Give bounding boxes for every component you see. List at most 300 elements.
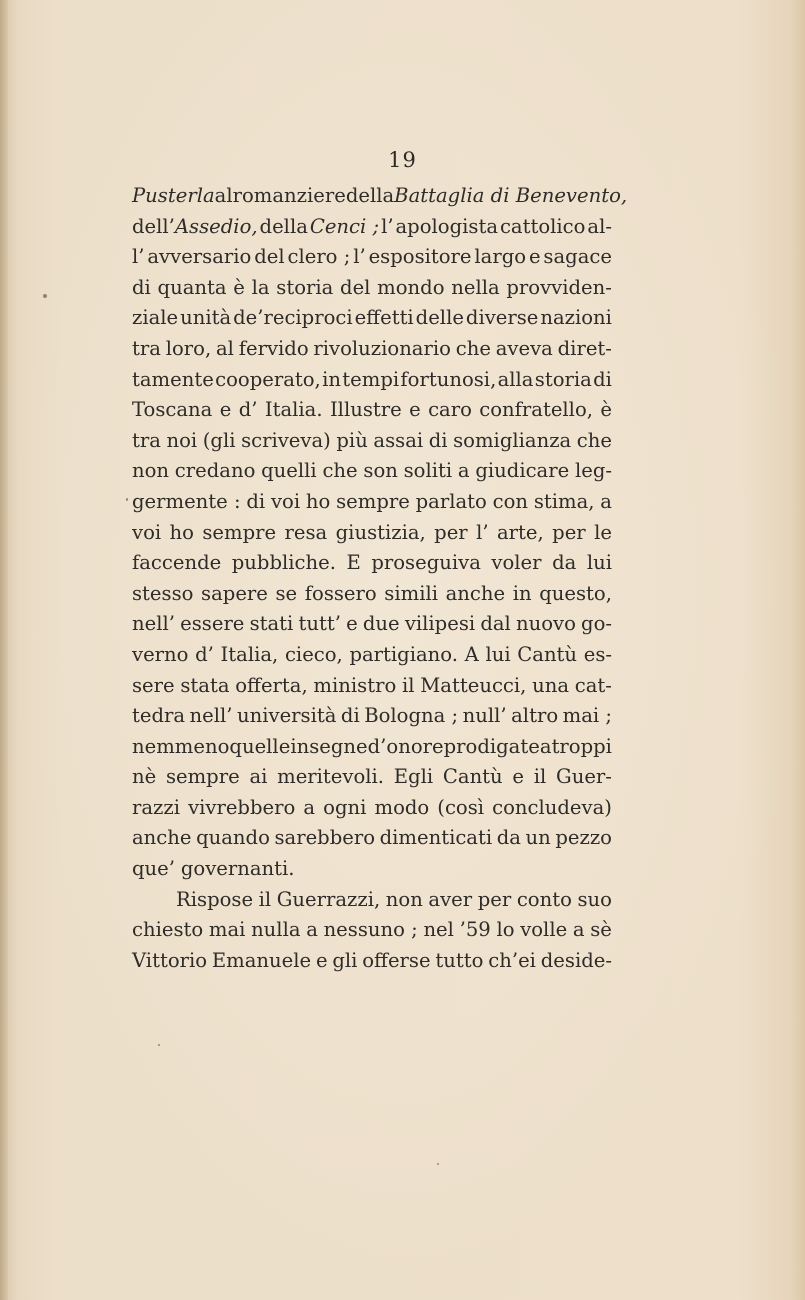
word-text: d’ — [238, 398, 258, 422]
word — [250, 609, 294, 640]
word-text: nell’ — [132, 612, 175, 636]
word-text: clero ; — [287, 245, 351, 269]
word-text: in — [512, 581, 532, 605]
word — [336, 518, 426, 549]
word — [132, 395, 212, 426]
word-text: alla — [497, 367, 534, 391]
word-text: sagace — [543, 245, 612, 269]
page-binding-edge — [0, 0, 8, 1300]
word-text: più — [336, 428, 368, 452]
word-text: diverse — [465, 306, 539, 330]
word-text: voi — [132, 520, 162, 544]
word — [233, 273, 245, 304]
word — [400, 365, 496, 396]
word — [229, 732, 290, 763]
word — [478, 885, 512, 916]
word — [132, 579, 193, 610]
word-text: Rispose — [176, 887, 254, 911]
word-text: sempre — [165, 765, 240, 789]
text-line — [132, 823, 612, 854]
word — [479, 395, 593, 426]
word-text: è — [600, 398, 612, 422]
word — [330, 395, 402, 426]
word-text: per — [477, 887, 512, 911]
word-text: loro, — [165, 336, 212, 360]
word — [181, 854, 295, 885]
word-text: cat- — [574, 673, 612, 697]
word — [416, 487, 487, 518]
word — [316, 946, 328, 977]
word — [443, 762, 503, 793]
word-text: ai — [249, 765, 268, 789]
paper-speck — [437, 1163, 439, 1165]
word — [306, 915, 318, 946]
word-text: gli — [332, 948, 358, 972]
word — [324, 915, 418, 946]
word-text: sere — [132, 673, 175, 697]
word — [322, 365, 341, 396]
word — [346, 609, 358, 640]
word-text: proseguiva — [371, 551, 481, 575]
word-text: confratello, — [479, 398, 593, 422]
word-text: nell’ — [189, 704, 233, 728]
word — [517, 640, 577, 671]
word — [594, 518, 612, 549]
word-text: lui — [485, 642, 511, 666]
word — [526, 823, 551, 854]
word-text: questo, — [539, 581, 612, 605]
word — [261, 456, 317, 487]
word — [313, 671, 396, 702]
word-text: nella — [451, 275, 500, 299]
word-text: assai — [373, 428, 424, 452]
word-text: Toscana — [132, 398, 213, 422]
word-text: unità — [180, 306, 232, 330]
word-text: a — [539, 734, 552, 758]
word-text: sempre — [202, 520, 277, 544]
word — [511, 701, 558, 732]
word — [555, 823, 612, 854]
word — [190, 701, 233, 732]
word-text: Emanuele — [211, 948, 312, 972]
word — [239, 334, 309, 365]
word — [552, 518, 586, 549]
word — [132, 456, 169, 487]
word — [374, 793, 429, 824]
word-text: ho — [305, 489, 331, 513]
word-text: al — [215, 336, 234, 360]
word-text: tempi — [342, 367, 400, 391]
word-text: modo — [374, 795, 430, 819]
word-text: di — [246, 489, 266, 513]
word-text: nè — [132, 765, 157, 789]
word — [180, 671, 229, 702]
word — [451, 273, 499, 304]
word-text: altro — [511, 704, 559, 728]
text-line — [132, 671, 612, 702]
word-text: tamente — [132, 367, 214, 391]
word — [386, 732, 443, 763]
word-text: l’ — [476, 520, 489, 544]
word-text: del — [340, 275, 371, 299]
word-text: tra — [132, 336, 161, 360]
word-text: chiesto — [132, 918, 204, 942]
word-text: a — [457, 459, 470, 483]
word — [556, 762, 612, 793]
word — [132, 793, 180, 824]
text-line — [132, 365, 612, 396]
word-text: storia — [276, 275, 334, 299]
word-text: ch’ei — [488, 948, 536, 972]
word — [535, 365, 592, 396]
word-text: d’ — [195, 642, 214, 666]
word — [203, 426, 236, 457]
word — [195, 640, 214, 671]
word — [180, 303, 231, 334]
word — [346, 181, 394, 212]
word-text: que’ — [132, 857, 175, 881]
word — [209, 915, 246, 946]
word-text: da — [496, 826, 521, 850]
word-text: vivrebbero — [188, 795, 296, 819]
word — [336, 426, 367, 457]
word-text: stata — [180, 673, 230, 697]
word-text: effetti — [354, 306, 414, 330]
word — [465, 640, 479, 671]
word-text: romanziere — [232, 184, 346, 207]
word-text: l’ — [353, 245, 366, 269]
word — [305, 579, 377, 610]
word — [404, 456, 453, 487]
word-text: pezzo — [555, 826, 612, 850]
word — [353, 242, 366, 273]
word — [428, 885, 472, 916]
word — [529, 242, 541, 273]
word — [381, 212, 394, 243]
word-text: diret- — [557, 336, 612, 360]
word-text: offerta, — [235, 673, 308, 697]
word-text: l’ — [381, 214, 394, 238]
word — [575, 456, 612, 487]
word-text: leg- — [574, 459, 612, 483]
word — [241, 426, 331, 457]
word — [460, 915, 491, 946]
word — [405, 609, 475, 640]
word-text: (gli — [202, 428, 236, 452]
word-text: quelli — [261, 459, 317, 483]
word — [573, 915, 585, 946]
word — [437, 793, 484, 824]
word-text: Italia, — [220, 642, 279, 666]
word — [444, 732, 540, 763]
text-line — [132, 732, 612, 763]
word — [170, 518, 194, 549]
text-line — [132, 456, 612, 487]
word — [167, 426, 198, 457]
word — [132, 334, 161, 365]
word-text: mai — [208, 918, 246, 942]
body-text — [132, 181, 628, 976]
word — [543, 242, 612, 273]
word — [377, 273, 444, 304]
word — [513, 579, 532, 610]
word-text: aver — [428, 887, 473, 911]
word-text: Matteucci, — [420, 673, 527, 697]
word — [342, 365, 399, 396]
word — [132, 946, 207, 977]
word-text: (così — [437, 795, 485, 819]
text-line — [132, 885, 612, 916]
word — [581, 609, 612, 640]
word — [176, 885, 253, 916]
word — [516, 609, 576, 640]
word-text: nuovo — [515, 612, 576, 636]
word-text: giudicare — [475, 459, 570, 483]
word-text: quanta — [157, 275, 227, 299]
word — [180, 609, 244, 640]
word-text: onore — [386, 734, 444, 758]
word — [233, 181, 346, 212]
word-text: ogni — [323, 795, 367, 819]
word-text: e — [219, 398, 232, 422]
word — [429, 426, 448, 457]
word — [252, 273, 270, 304]
word-text: che — [576, 428, 612, 452]
word — [290, 732, 367, 763]
word — [132, 365, 214, 396]
word — [584, 640, 612, 671]
word — [497, 823, 521, 854]
word — [132, 242, 145, 273]
word — [434, 518, 468, 549]
word — [446, 579, 506, 610]
word — [435, 946, 483, 977]
word — [363, 456, 397, 487]
word — [166, 334, 211, 365]
text-line — [132, 334, 612, 365]
word — [497, 518, 544, 549]
word — [132, 732, 229, 763]
word — [310, 212, 379, 243]
word — [498, 365, 534, 396]
word-text: verno — [132, 642, 189, 666]
word-text: suo — [577, 887, 612, 911]
word — [332, 946, 357, 977]
word — [517, 885, 572, 916]
paper-speck — [158, 1044, 160, 1046]
word — [463, 701, 507, 732]
word-text: al — [214, 184, 233, 207]
italic-word: Cenci ; — [309, 214, 380, 238]
word-text: concludeva) — [492, 795, 612, 819]
word-text: es- — [583, 642, 612, 666]
word-text: offerse — [362, 948, 431, 972]
word — [132, 273, 151, 304]
word — [368, 732, 387, 763]
word-text: al- — [587, 214, 612, 238]
word — [276, 273, 333, 304]
paper-speck — [43, 294, 47, 298]
word-text: se — [275, 581, 298, 605]
italic-word: Pusterla — [132, 184, 215, 207]
word — [132, 854, 175, 885]
word-text: vilipesi — [404, 612, 476, 636]
word — [132, 426, 161, 457]
word-text: a — [600, 489, 612, 513]
word-text: essere — [180, 612, 245, 636]
word-text: insegne — [290, 734, 368, 758]
word-text: troppi — [551, 734, 612, 758]
word-text: l’ — [132, 245, 145, 269]
word — [188, 793, 295, 824]
word — [216, 334, 234, 365]
word — [285, 518, 328, 549]
word-text: lo — [496, 918, 515, 942]
word — [246, 487, 265, 518]
word-text: simili — [384, 581, 438, 605]
word — [600, 395, 612, 426]
word — [132, 303, 178, 334]
word — [132, 518, 161, 549]
word — [212, 946, 311, 977]
word — [384, 579, 438, 610]
word — [380, 823, 493, 854]
word — [506, 273, 612, 304]
word-text: nel — [423, 918, 454, 942]
word — [409, 395, 421, 426]
word — [355, 303, 414, 334]
word-text: Egli — [393, 765, 434, 789]
word — [394, 181, 627, 212]
word-text: e — [346, 612, 358, 636]
word-text: anche — [445, 581, 506, 605]
word-text: a — [303, 795, 316, 819]
word — [540, 303, 612, 334]
word-text: prodigate — [443, 734, 540, 758]
word-text: Cantù — [517, 642, 578, 666]
word-text: sè — [590, 918, 612, 942]
text-line — [132, 426, 612, 457]
text-line — [132, 854, 612, 885]
word — [488, 946, 536, 977]
word-text: Illustre — [329, 398, 402, 422]
word — [491, 548, 541, 579]
word — [232, 548, 336, 579]
word — [496, 915, 514, 946]
word — [260, 212, 308, 243]
word-text: parlato — [415, 489, 487, 513]
word — [552, 548, 576, 579]
word — [420, 671, 526, 702]
word-text: conto — [516, 887, 572, 911]
word-text: di — [340, 704, 360, 728]
word — [363, 609, 400, 640]
word-text: ho — [169, 520, 194, 544]
paper-speck — [126, 498, 128, 501]
word — [132, 640, 188, 671]
word — [474, 242, 526, 273]
word — [251, 915, 300, 946]
word — [587, 212, 612, 243]
word-text: nulla — [251, 918, 301, 942]
word-text: una — [532, 673, 570, 697]
word — [132, 915, 203, 946]
word — [233, 303, 353, 334]
word-text: che — [322, 459, 358, 483]
word-text: fossero — [304, 581, 377, 605]
word — [492, 793, 612, 824]
word-text: giustizia, — [335, 520, 426, 544]
word-text: due — [362, 612, 400, 636]
word — [323, 793, 366, 824]
word — [271, 487, 300, 518]
word-text: cattolico — [499, 214, 586, 238]
word — [456, 334, 491, 365]
word-text: rivoluzionario — [313, 336, 451, 360]
word — [493, 487, 528, 518]
word — [563, 701, 612, 732]
word-text: partigiano. — [349, 642, 458, 666]
word — [428, 395, 472, 426]
word — [539, 579, 612, 610]
word-text: Vittorio — [132, 948, 208, 972]
word-text: che — [455, 336, 491, 360]
word-text: anche — [132, 826, 192, 850]
word-text: dal — [480, 612, 511, 636]
word-text: null’ — [462, 704, 507, 728]
word-text: a — [306, 918, 318, 942]
word-text: somiglianza — [453, 428, 572, 452]
word — [259, 885, 272, 916]
word-text: pubbliche. — [231, 551, 336, 575]
word — [480, 609, 511, 640]
word-text: caro — [428, 398, 472, 422]
word-text: con — [492, 489, 529, 513]
word — [336, 487, 410, 518]
word — [239, 395, 258, 426]
text-line — [132, 487, 612, 518]
text-line — [132, 579, 612, 610]
italic-word: Battaglia di Benevento, — [394, 184, 628, 207]
word-text: A — [464, 642, 479, 666]
word — [303, 793, 315, 824]
word-text: mondo — [377, 275, 445, 299]
word — [235, 671, 307, 702]
word — [593, 365, 612, 396]
word-text: tutto — [435, 948, 484, 972]
word — [347, 548, 361, 579]
word-text: cooperato, — [215, 367, 321, 391]
text-line — [132, 212, 612, 243]
word — [534, 487, 595, 518]
word-text: e — [315, 948, 328, 972]
word-text: arte, — [497, 520, 544, 544]
word-text: in — [322, 367, 341, 391]
word-text: meritevoli. — [277, 765, 385, 789]
word — [322, 456, 357, 487]
word — [132, 548, 221, 579]
word-text: largo — [474, 245, 527, 269]
word — [396, 212, 499, 243]
word-text: fervido — [238, 336, 309, 360]
italic-word: Assedio, — [174, 214, 258, 238]
word-text: Italia. — [264, 398, 323, 422]
word — [202, 518, 276, 549]
word — [340, 273, 370, 304]
word — [132, 671, 175, 702]
word-text: Guerrazzi, — [276, 887, 381, 911]
word-text: e — [512, 765, 525, 789]
